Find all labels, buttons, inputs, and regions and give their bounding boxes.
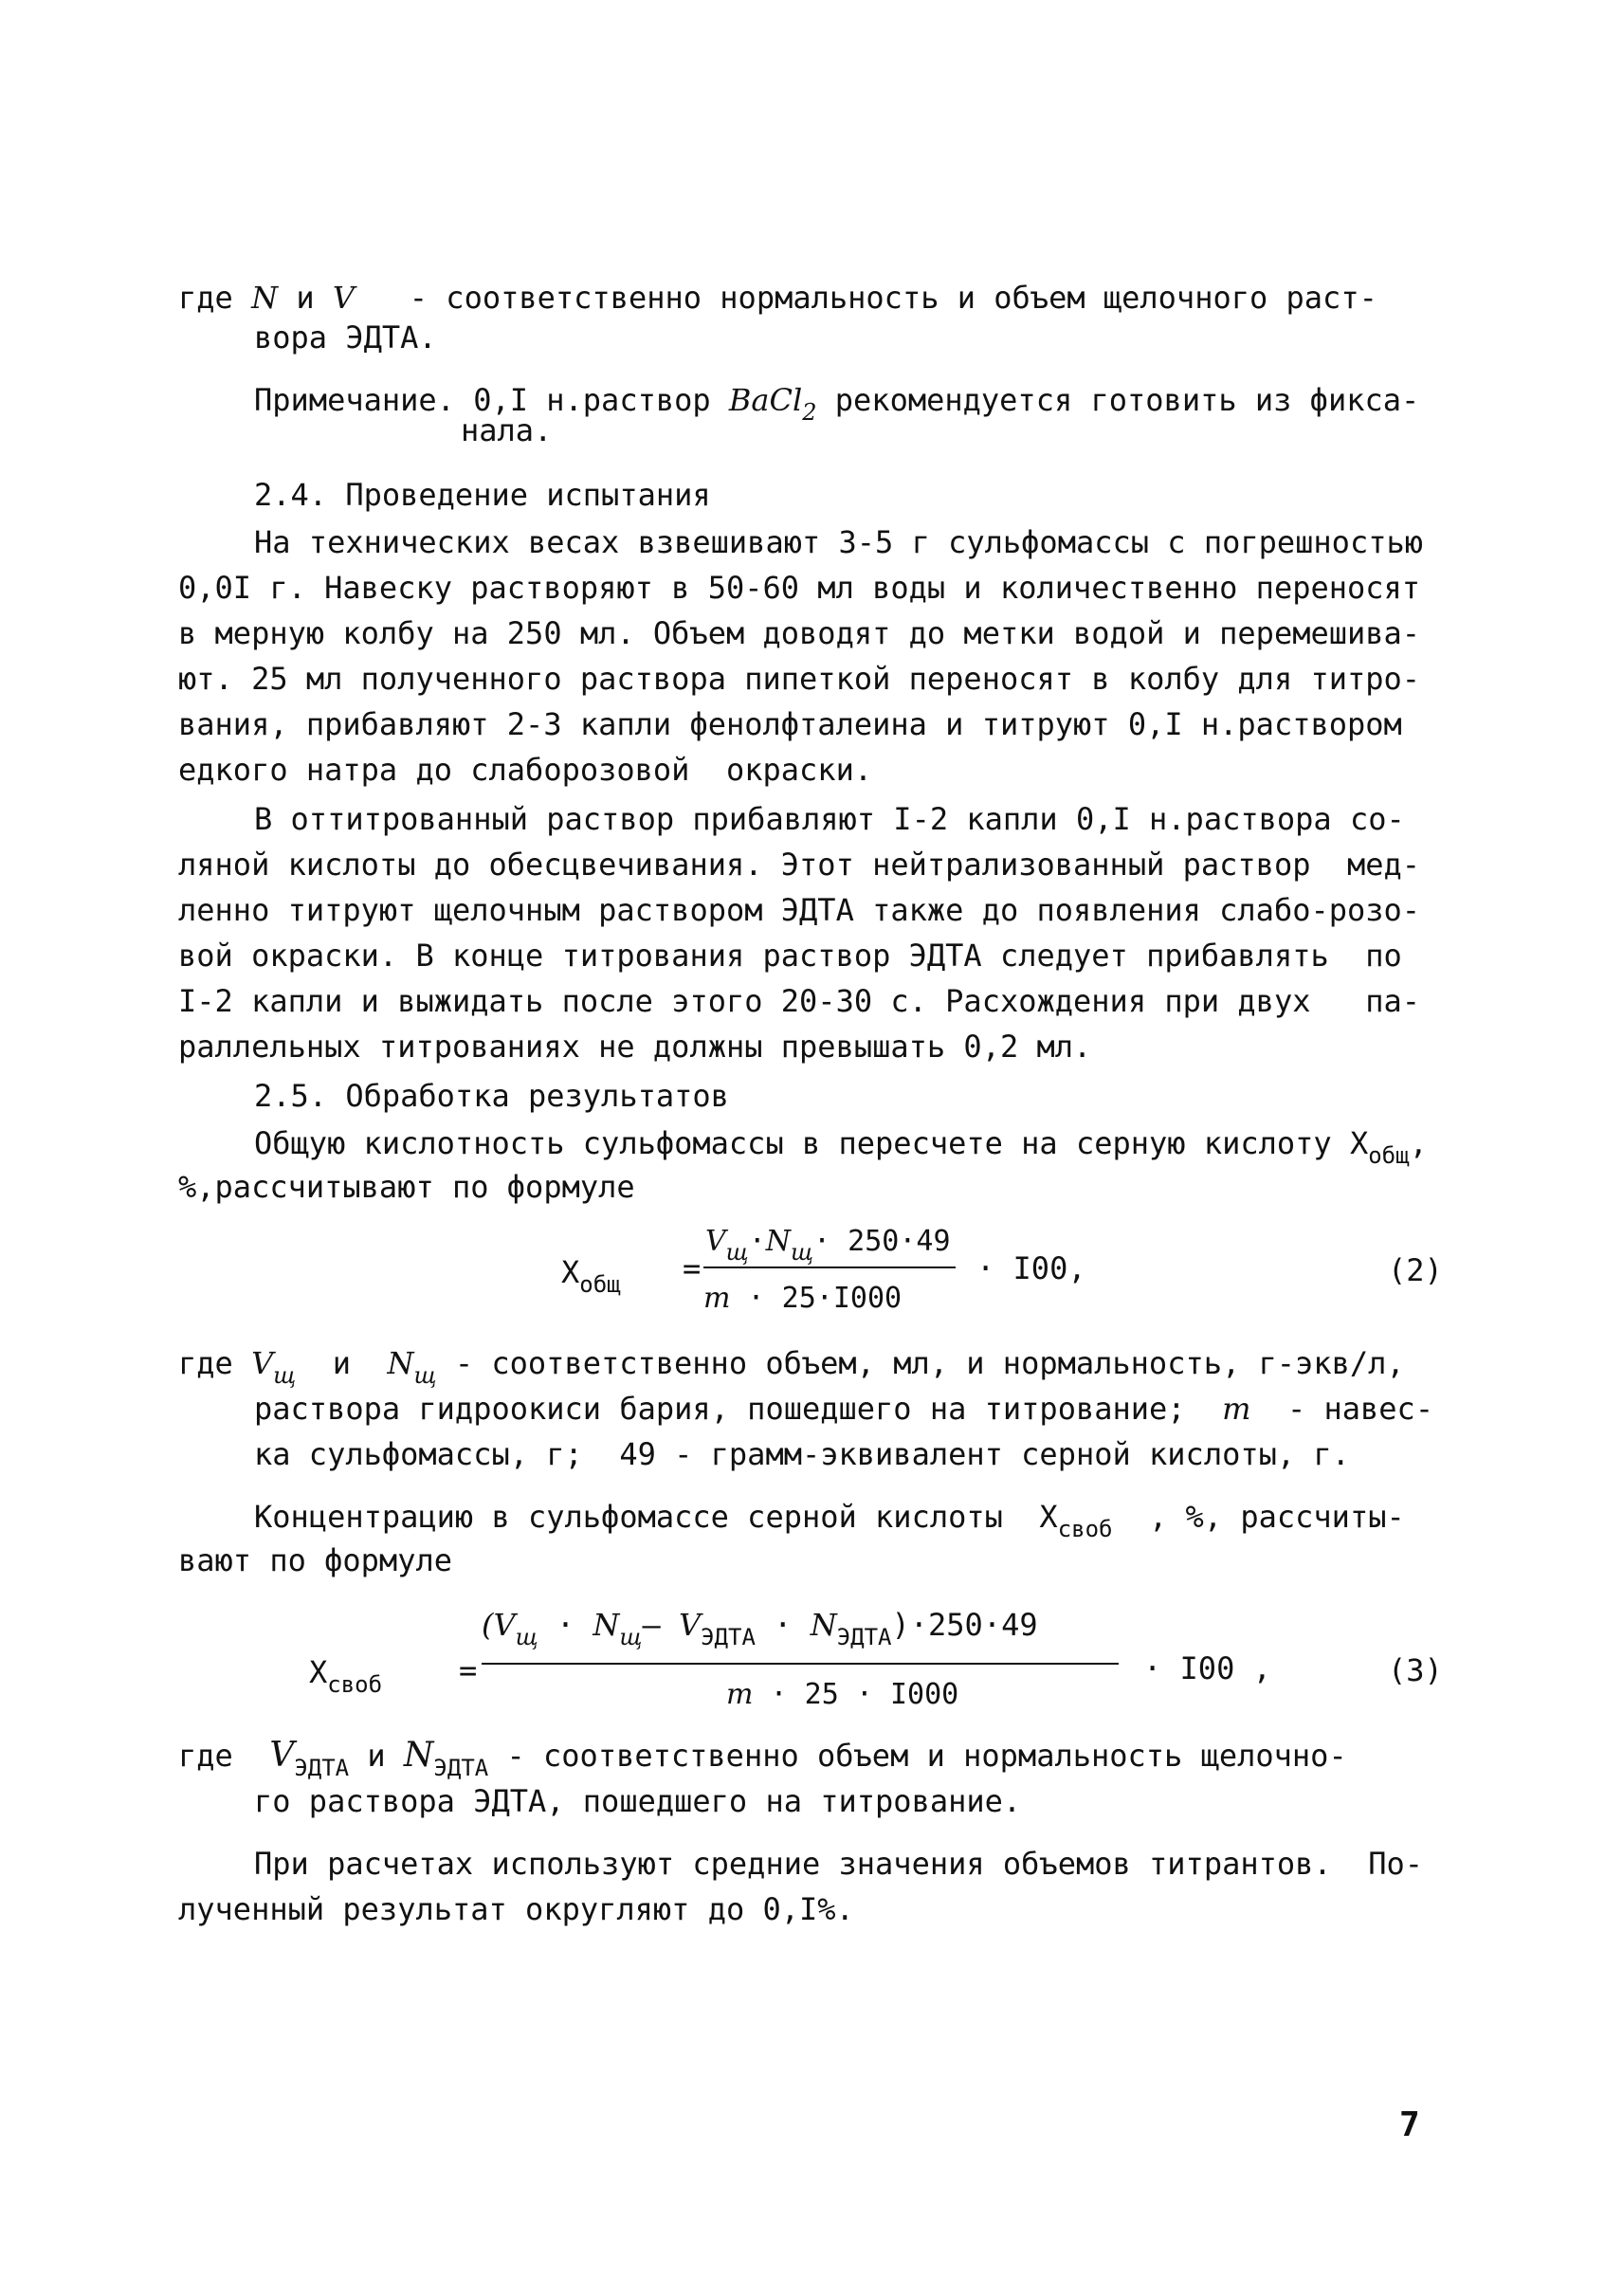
section-title: 2.5. Обработка результатов <box>254 1078 729 1114</box>
text-line: I-2 капли и выжидать после этого 20-30 с. Расхождения при двух па- <box>178 983 1421 1019</box>
equation-number: (2) <box>1388 1252 1443 1288</box>
equation-number: (3) <box>1388 1652 1443 1688</box>
text-line: едкого натра до слаборозовой окраски. <box>178 752 873 788</box>
formula-denominator: m · 25 · I000 <box>726 1678 959 1711</box>
formula-tail: · I00, <box>976 1250 1086 1286</box>
text-line: На технических весах взвешивают 3-5 г сульфомассы с погрешностью <box>254 524 1423 560</box>
text-line: вают по формуле <box>178 1542 452 1578</box>
text-line: нала. <box>461 412 553 448</box>
formula-eq: = <box>459 1652 478 1688</box>
formula-lhs: $Х_{своб}$ <box>309 1654 383 1698</box>
formula-eq: = <box>683 1250 702 1286</box>
formula-tail: · I00 , <box>1143 1650 1271 1686</box>
text-line: При расчетах используют средние значения объемов титрантов. По- <box>254 1846 1423 1882</box>
note-label: Примечание. <box>254 382 455 418</box>
section-title: 2.4. Проведение испытания <box>254 477 711 513</box>
text-line: Концентрацию в сульфомассе серной кислоты $Х_{своб}$ , %, рассчиты- <box>254 1499 1405 1542</box>
text-line: где $V_{ЭДТА}$ и $N_{ЭДТА}$ - соответственно объем и нормальность щелочно- <box>178 1736 1347 1781</box>
formula-numerator: ($V_щ \cdot N_щ-$ $V_{ЭДТА} \cdot N_{ЭДТА})\cdot 250\cdot 49$ <box>482 1607 1038 1650</box>
text-line: ленно титруют щелочным раствором ЭДТА также до появления слабо-розо- <box>178 892 1421 928</box>
text-line: раллельных титрованиях не должны превышать 0,2 мл. <box>178 1029 1092 1065</box>
formula-denominator: m · 25·I000 <box>703 1282 903 1315</box>
text-line: ка сульфомассы, г; 49 - грамм-эквивалент серной кислоты, г. <box>254 1436 1350 1472</box>
text-line: где N и V - соответственно нормальность и объем щелочного раст- <box>178 280 1377 316</box>
formula-lhs: $Х_{общ}$ <box>561 1254 621 1298</box>
text-line: го раствора ЭДТА, пошедшего на титрование. <box>254 1783 1022 1819</box>
fraction-bar <box>482 1663 1119 1665</box>
text-line: где $V_щ$ и $N_щ$ - соответственно объем, мл, и нормальность, г-экв/л, <box>178 1345 1405 1389</box>
page-number: 7 <box>1399 2105 1420 2144</box>
text-line: вой окраски. В конце титрования раствор ЭДТА следует прибавлять по <box>178 938 1402 974</box>
note-line: Примечание. 0,I н.раствор BaCl$_2$ рекомендуется готовить из фикса- <box>254 382 1420 426</box>
text-line: лученный результат округляют до 0,I%. <box>178 1891 854 1927</box>
formula-numerator: $V_щ\cdot N_щ\cdot 250\cdot 49$ <box>705 1225 951 1266</box>
text-line: 0,0I г. Навеску растворяют в 50-60 мл воды и количественно переносят <box>178 570 1421 606</box>
text-line: В оттитрованный раствор прибавляют I-2 капли 0,I н.раствора со- <box>254 801 1405 837</box>
text-line: раствора гидроокиси бария, пошедшего на титрование; m - навес- <box>254 1391 1434 1427</box>
text-line: Общую кислотность сульфомассы в пересчете на серную кислоту $Х_{общ}$, <box>254 1125 1428 1169</box>
text-line: в мерную колбу на 250 мл. Объем доводят до метки водой и перемешива- <box>178 615 1421 651</box>
text-line: вания, прибавляют 2-3 капли фенолфталеина и титруют 0,I н.раствором <box>178 706 1402 742</box>
fraction-bar <box>703 1266 956 1268</box>
text-line: вора ЭДТА. <box>254 319 437 355</box>
text-line: ляной кислоты до обесцвечивания. Этот нейтрализованный раствор мед- <box>178 847 1421 883</box>
text-line: %,рассчитывают по формуле <box>178 1169 635 1205</box>
text-line: ют. 25 мл полученного раствора пипеткой переносят в колбу для титро- <box>178 661 1421 697</box>
